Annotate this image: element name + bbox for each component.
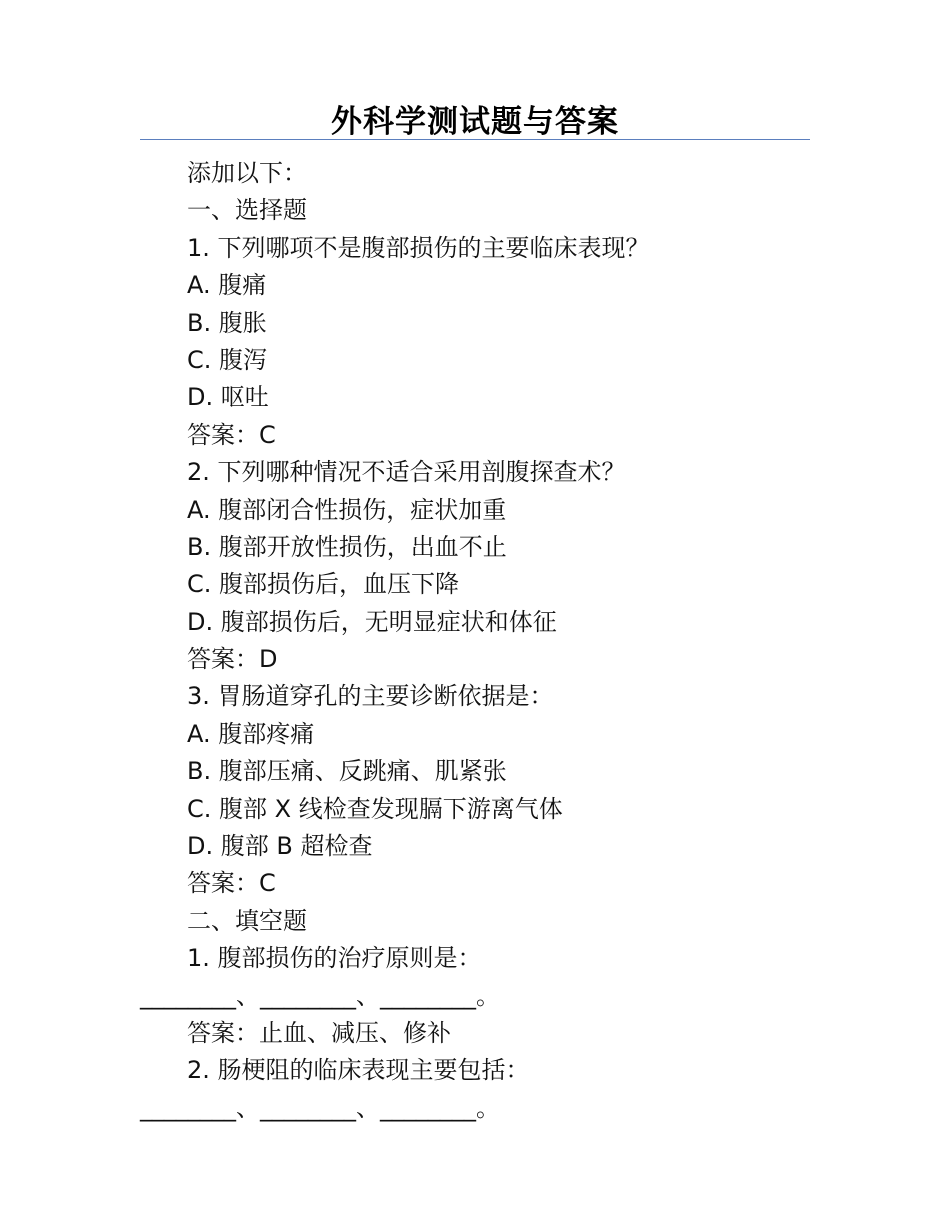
question-3-option-c: C. 腹部 X 线检查发现膈下游离气体 [187,794,563,823]
question-2-answer: 答案：D [187,645,278,674]
question-1-option-a: A. 腹痛 [187,271,267,300]
question-2: 2. 下列哪种情况不适合采用剖腹探查术？ [187,458,626,487]
question-2-option-c: C. 腹部损伤后，血压下降 [187,570,460,599]
fill-question-2-blanks: ________、________、________。 [140,1093,500,1122]
question-1-option-c: C. 腹泻 [187,345,268,374]
fill-question-1-answer: 答案：止血、减压、修补 [187,1018,451,1047]
question-3-answer: 答案：C [187,869,276,898]
question-2-option-b: B. 腹部开放性损伤，出血不止 [187,532,507,561]
fill-question-1: 1. 腹部损伤的治疗原则是： [187,944,482,973]
question-1-answer: 答案：C [187,420,276,449]
question-3: 3. 胃肠道穿孔的主要诊断依据是： [187,682,554,711]
title-underline [140,139,810,140]
intro-line: 添加以下： [187,159,307,187]
question-3-option-d: D. 腹部 B 超检查 [187,832,373,861]
question-1-option-b: B. 腹胀 [187,308,267,337]
document-title: 外科学测试题与答案 [331,104,619,140]
question-3-option-b: B. 腹部压痛、反跳痛、肌紧张 [187,757,507,786]
section-heading-choice: 一、选择题 [187,196,307,225]
question-2-option-d: D. 腹部损伤后，无明显症状和体征 [187,607,557,636]
fill-question-2: 2. 肠梗阻的临床表现主要包括： [187,1056,530,1085]
question-1: 1. 下列哪项不是腹部损伤的主要临床表现？ [187,233,650,262]
question-1-option-d: D. 呕吐 [187,383,269,412]
question-2-option-a: A. 腹部闭合性损伤，症状加重 [187,495,507,524]
document-body [140,155,810,1127]
fill-question-1-blanks: ________、________、________。 [140,981,500,1010]
section-heading-fill: 二、填空题 [187,906,307,935]
question-3-option-a: A. 腹部疼痛 [187,719,315,748]
